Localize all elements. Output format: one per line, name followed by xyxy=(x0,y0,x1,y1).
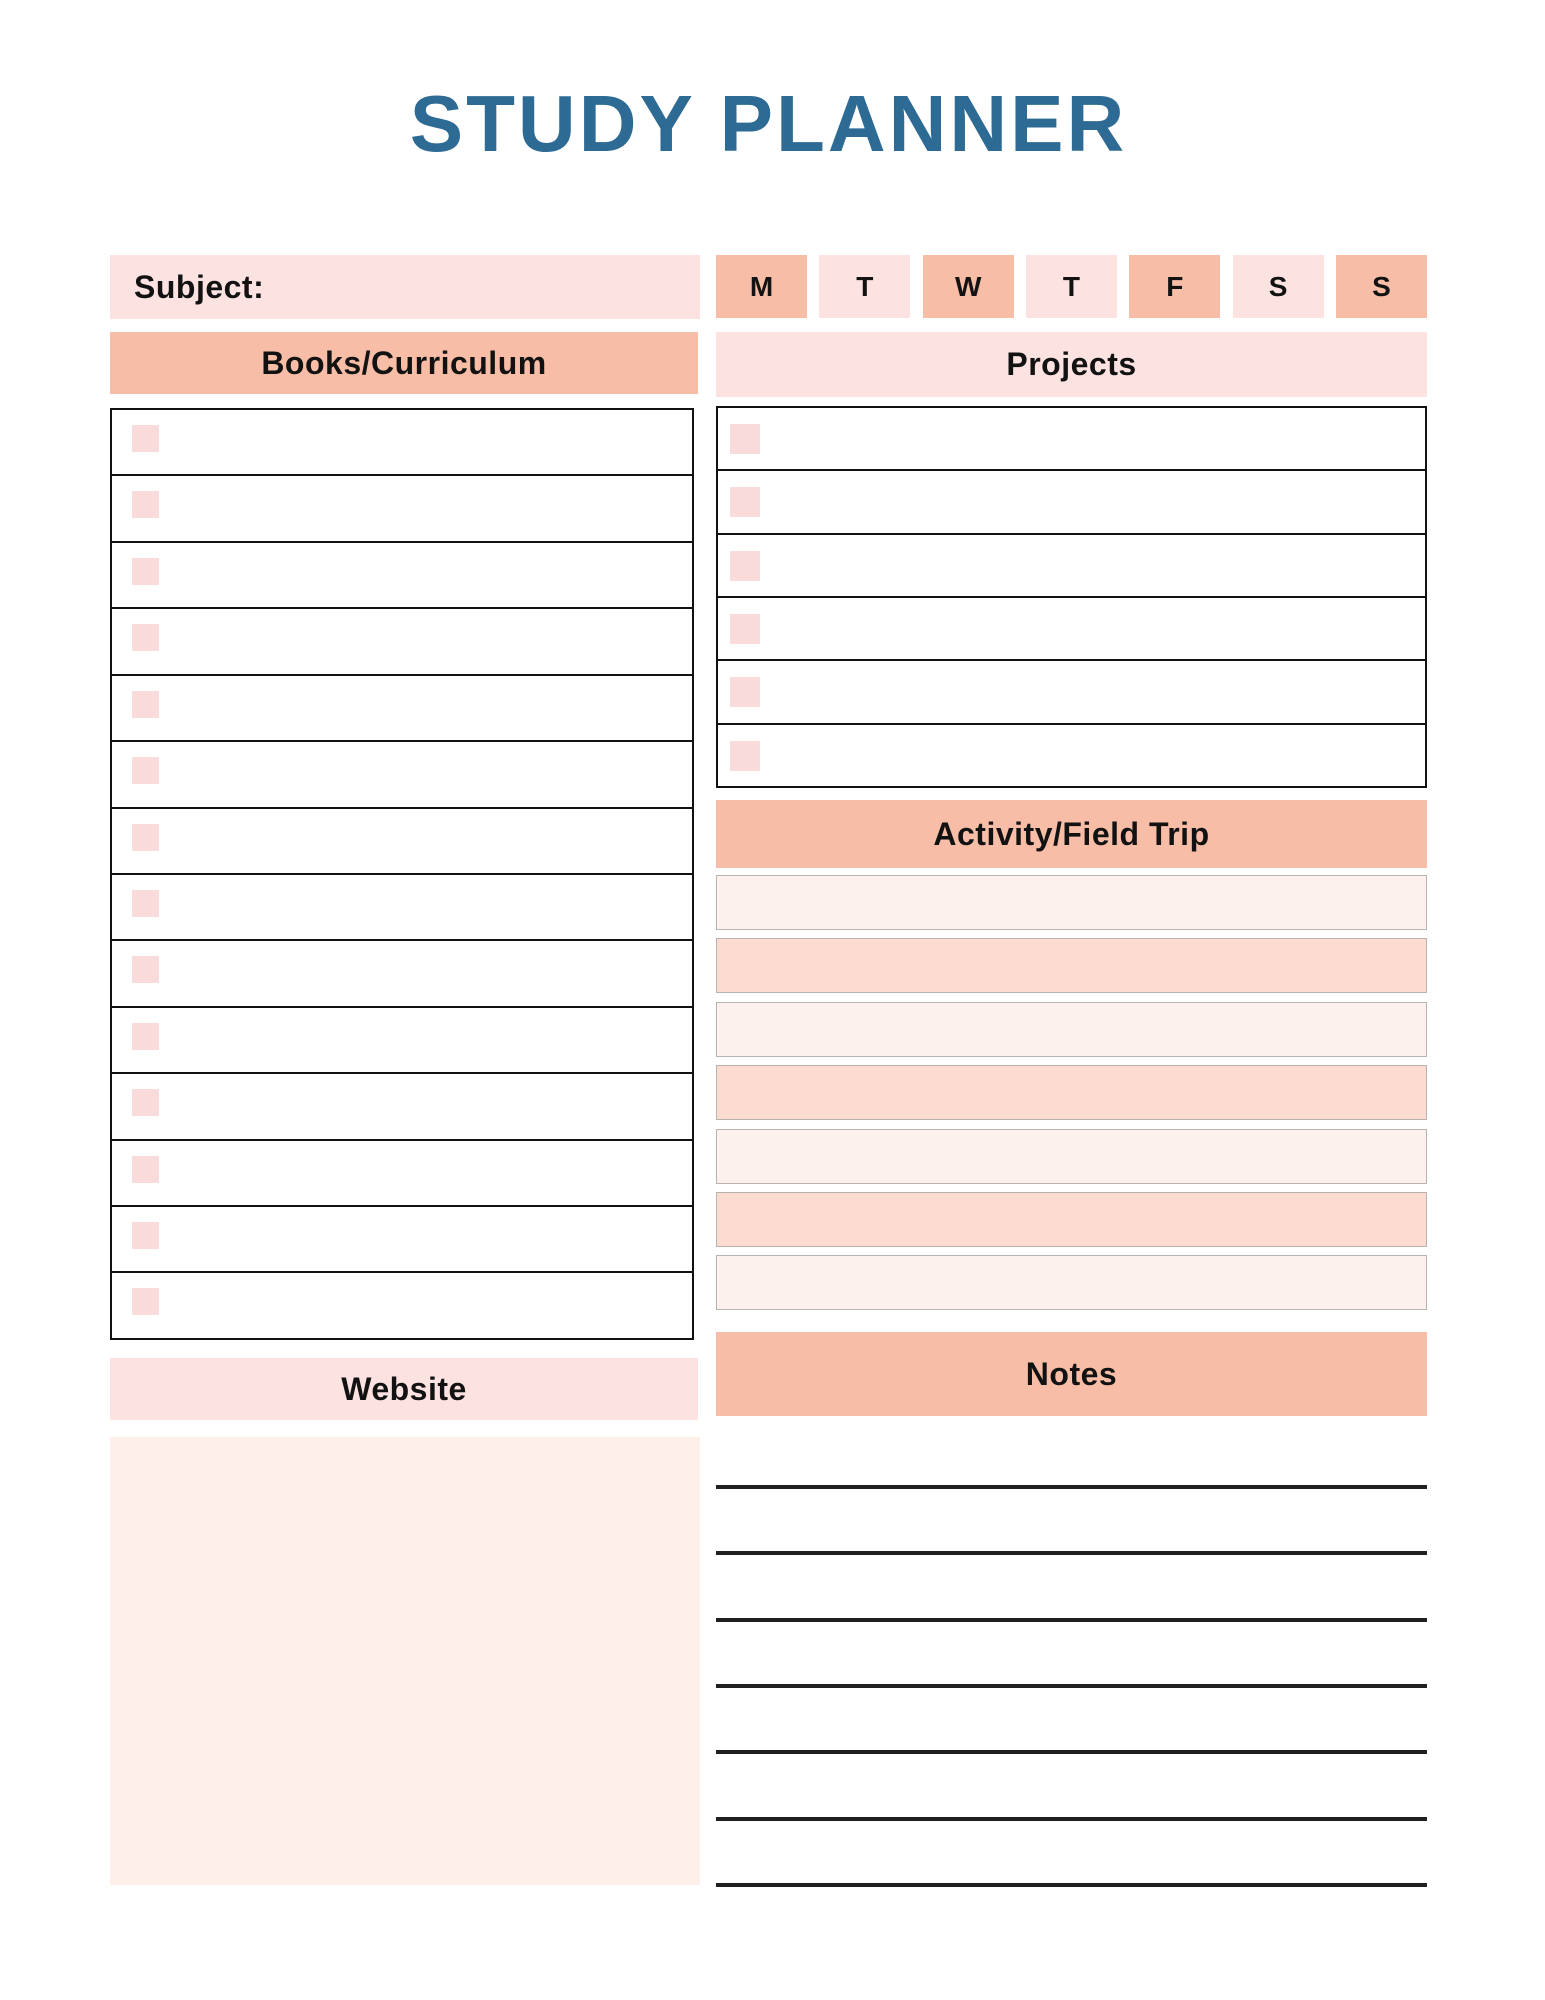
checkbox-icon[interactable] xyxy=(132,1288,159,1315)
projects-list xyxy=(716,406,1427,788)
checkbox-icon[interactable] xyxy=(132,1156,159,1183)
activity-field-trip-header xyxy=(716,800,1427,868)
books-row[interactable] xyxy=(112,543,692,609)
subject-field[interactable] xyxy=(110,255,700,319)
day-cell-6[interactable] xyxy=(1233,255,1324,318)
checkbox-icon[interactable] xyxy=(730,487,760,517)
day-label: S xyxy=(1268,270,1288,302)
page-title: STUDY PLANNER xyxy=(409,79,1128,168)
checkbox-icon[interactable] xyxy=(132,691,159,718)
website-title: Website xyxy=(341,1370,467,1407)
website-input-area[interactable] xyxy=(110,1437,700,1885)
books-row[interactable] xyxy=(112,875,692,941)
activity-row[interactable] xyxy=(716,1192,1427,1247)
day-cell-1[interactable] xyxy=(716,255,807,318)
notes-line[interactable] xyxy=(716,1817,1427,1821)
projects-row[interactable] xyxy=(718,725,1425,786)
checkbox-icon[interactable] xyxy=(730,424,760,454)
checkbox-icon[interactable] xyxy=(730,677,760,707)
books-row[interactable] xyxy=(112,676,692,742)
checkbox-icon[interactable] xyxy=(730,741,760,771)
books-curriculum-list xyxy=(110,408,694,1340)
books-row[interactable] xyxy=(112,1273,692,1337)
books-row[interactable] xyxy=(112,1207,692,1273)
website-header xyxy=(110,1358,698,1420)
day-cell-2[interactable] xyxy=(819,255,910,318)
books-row[interactable] xyxy=(112,410,692,476)
books-curriculum-header xyxy=(110,332,698,394)
checkbox-icon[interactable] xyxy=(730,614,760,644)
weekday-selector xyxy=(716,255,1427,318)
books-curriculum-title: Books/Curriculum xyxy=(261,344,547,381)
checkbox-icon[interactable] xyxy=(132,757,159,784)
day-label: S xyxy=(1372,270,1391,302)
activity-field-trip-list xyxy=(716,875,1427,1310)
activity-row[interactable] xyxy=(716,938,1427,993)
projects-title: Projects xyxy=(1006,346,1137,382)
books-row[interactable] xyxy=(112,609,692,675)
projects-row[interactable] xyxy=(718,598,1425,661)
day-cell-5[interactable] xyxy=(1129,255,1220,318)
day-label: F xyxy=(1166,270,1184,302)
notes-line[interactable] xyxy=(716,1485,1427,1489)
checkbox-icon[interactable] xyxy=(132,824,159,851)
activity-row[interactable] xyxy=(716,1065,1427,1120)
books-row[interactable] xyxy=(112,742,692,808)
projects-row[interactable] xyxy=(718,471,1425,534)
notes-line[interactable] xyxy=(716,1750,1427,1754)
activity-row[interactable] xyxy=(716,1002,1427,1057)
notes-line[interactable] xyxy=(716,1684,1427,1688)
projects-row[interactable] xyxy=(718,408,1425,471)
activity-field-trip-title: Activity/Field Trip xyxy=(933,815,1210,852)
checkbox-icon[interactable] xyxy=(132,956,159,983)
subject-label: Subject: xyxy=(134,268,265,305)
activity-row[interactable] xyxy=(716,875,1427,930)
projects-row[interactable] xyxy=(718,661,1425,724)
notes-title: Notes xyxy=(1025,1355,1118,1392)
notes-line[interactable] xyxy=(716,1551,1427,1555)
checkbox-icon[interactable] xyxy=(132,491,159,518)
activity-row[interactable] xyxy=(716,1255,1427,1310)
checkbox-icon[interactable] xyxy=(132,890,159,917)
checkbox-icon[interactable] xyxy=(132,624,159,651)
books-row[interactable] xyxy=(112,476,692,542)
day-cell-3[interactable] xyxy=(923,255,1014,318)
checkbox-icon[interactable] xyxy=(730,551,760,581)
projects-row[interactable] xyxy=(718,535,1425,598)
activity-row[interactable] xyxy=(716,1129,1427,1184)
day-label: M xyxy=(749,270,774,302)
books-row[interactable] xyxy=(112,1141,692,1207)
notes-header xyxy=(716,1332,1427,1416)
checkbox-icon[interactable] xyxy=(132,558,159,585)
notes-line[interactable] xyxy=(716,1618,1427,1622)
books-row[interactable] xyxy=(112,1074,692,1140)
day-cell-7[interactable] xyxy=(1336,255,1427,318)
day-label: T xyxy=(1062,270,1081,302)
notes-line[interactable] xyxy=(716,1883,1427,1887)
projects-header xyxy=(716,332,1427,397)
checkbox-icon[interactable] xyxy=(132,1089,159,1116)
checkbox-icon[interactable] xyxy=(132,425,159,452)
notes-lines-area xyxy=(716,1485,1427,1887)
books-row[interactable] xyxy=(112,809,692,875)
day-cell-4[interactable] xyxy=(1026,255,1117,318)
books-row[interactable] xyxy=(112,941,692,1007)
day-label: W xyxy=(954,270,982,302)
day-label: T xyxy=(856,270,874,302)
checkbox-icon[interactable] xyxy=(132,1023,159,1050)
books-row[interactable] xyxy=(112,1008,692,1074)
checkbox-icon[interactable] xyxy=(132,1222,159,1249)
